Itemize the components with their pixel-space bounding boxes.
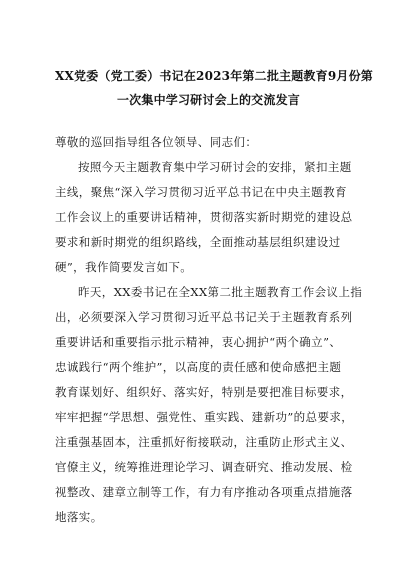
paragraph-line: 昨天，XX委书记在全XX第二批主题教育工作会议上指 xyxy=(78,285,363,299)
document-body xyxy=(55,130,362,530)
title-line: XX党委（党工委）书记在2023年第二批主题教育9月份第 xyxy=(55,69,373,83)
paragraph-line: 牢牢把握“学思想、强党性、重实践、建新功”的总要求， xyxy=(55,410,354,424)
paragraph-line: 主线，聚焦“深入学习贯彻习近平总书记在中央主题教育 xyxy=(55,185,347,199)
paragraph-2 xyxy=(55,280,362,530)
salutation: 尊敬的巡回指导组各位领导、同志们： xyxy=(55,135,258,149)
paragraph-line: 工作会议上的重要讲话精神，贯彻落实新时期党的建设总 xyxy=(55,210,353,224)
paragraph-line: 忠诚践行“两个维护”，以高度的责任感和使命感把主题 xyxy=(55,360,342,374)
title-line: 一次集中学习研讨会上的交流发言 xyxy=(116,93,300,107)
paragraph-line: 地落实。 xyxy=(55,510,103,524)
paragraph-line: 重要讲话和重要指示批示精神，衷心拥护“两个确立”、 xyxy=(55,335,342,349)
document-title xyxy=(55,64,373,112)
paragraph-line: 教育谋划好、组织好、落实好，特别是要把准目标要求， xyxy=(55,385,353,399)
paragraph-line: 出，必须要深入学习贯彻习近平总书记关于主题教育系列 xyxy=(55,310,353,324)
paragraph-1 xyxy=(55,155,362,280)
paragraph-line: 按照今天主题教育集中学习研讨会的安排，紧扣主题 xyxy=(78,160,352,174)
paragraph-line: 官僚主义，统筹推进理论学习、调查研究、推动发展、检 xyxy=(55,460,353,474)
paragraph-line: 要求和新时期党的组织路线，全面推动基层组织建设过 xyxy=(55,235,341,249)
paragraph-line: 视整改、建章立制等工作，有力有序推动各项重点措施落 xyxy=(55,485,353,499)
paragraph-line: 硬”，我作简要发言如下。 xyxy=(55,260,193,274)
paragraph-line: 注重强基固本，注重抓好衔接联动，注重防止形式主义、 xyxy=(55,435,353,449)
